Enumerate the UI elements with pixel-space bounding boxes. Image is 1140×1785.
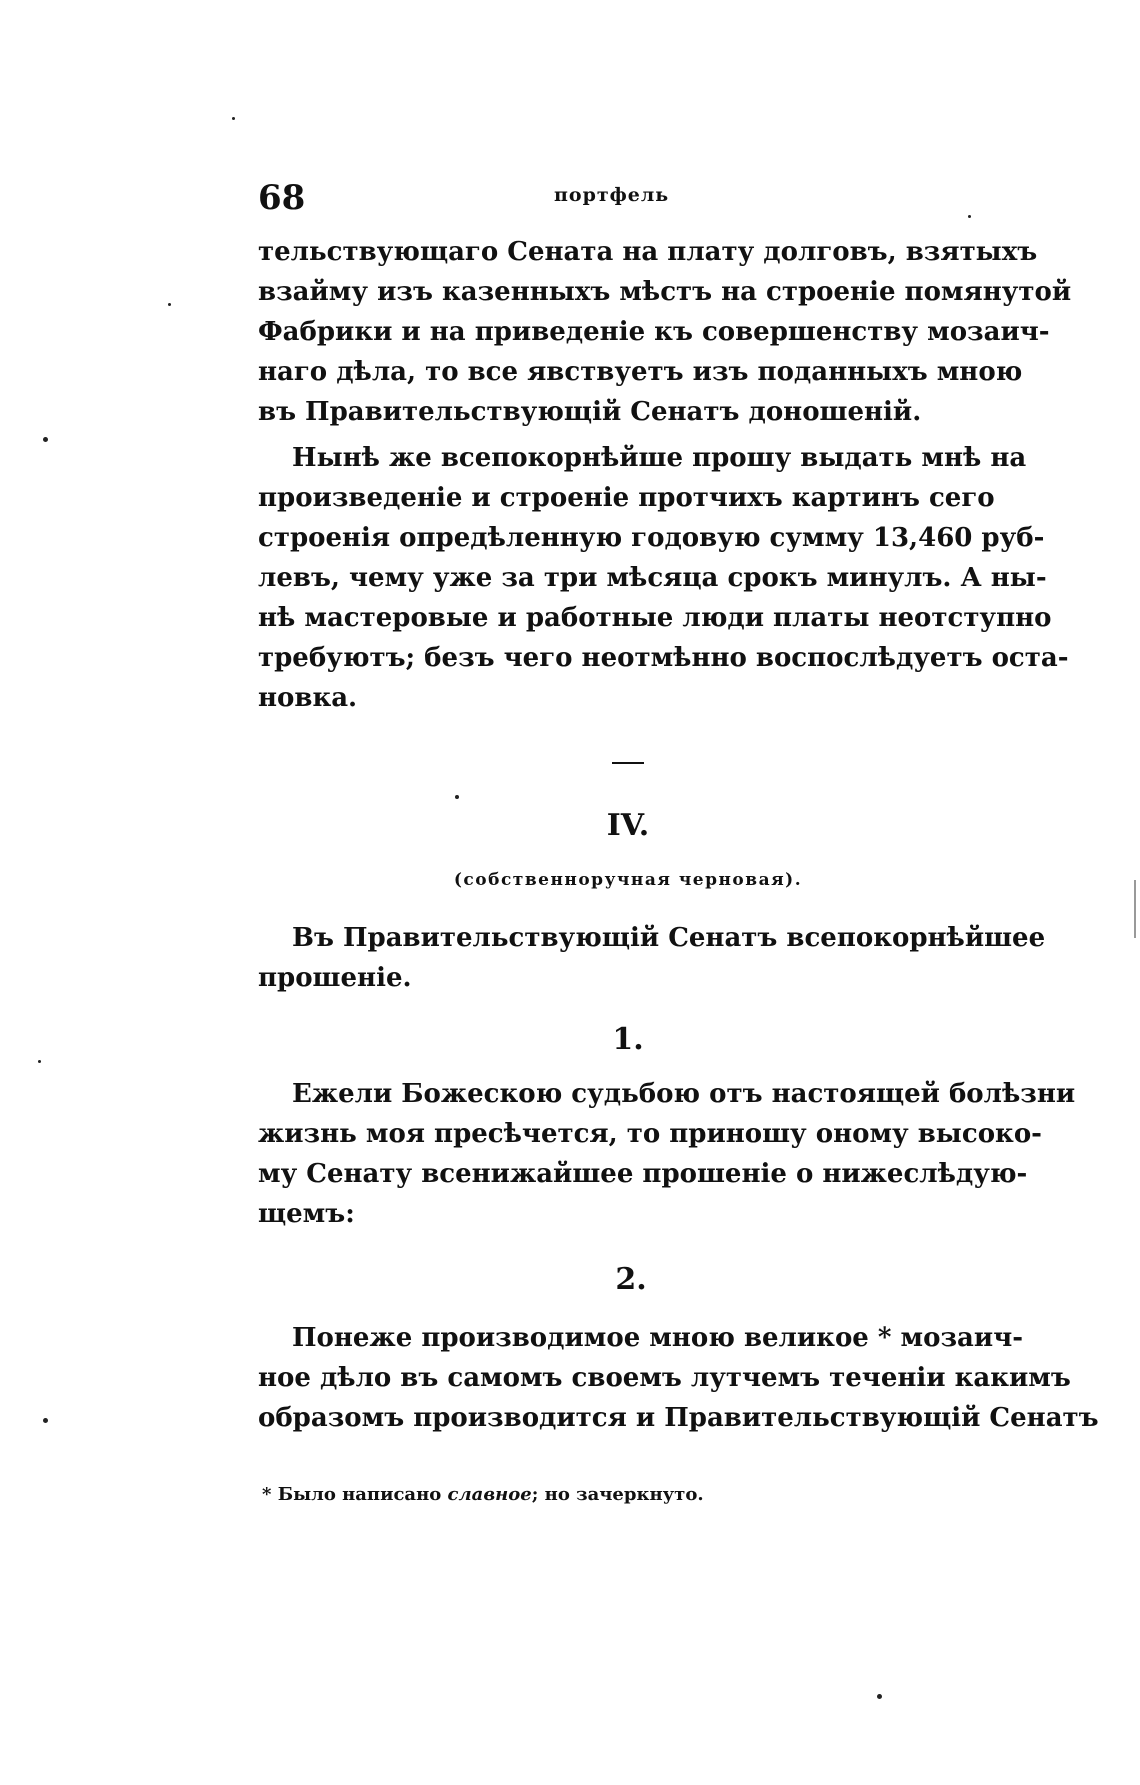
text-line: произведеніе и строеніе протчихъ картинъ сего — [258, 483, 995, 513]
text-line: Фабрики и на приведеніе къ совершенству мозаич- — [258, 317, 1050, 347]
text-line: жизнь моя пресѣчется, то приношу оному высоко- — [258, 1119, 1042, 1149]
item-1-paragraph — [258, 1074, 1076, 1234]
running-head: портфель — [554, 184, 670, 206]
petition-title — [258, 918, 1046, 998]
text-line: Въ Правительствующій Сенатъ всепокорнѣйшее — [292, 923, 1046, 953]
page-header — [258, 178, 1006, 222]
scan-speck — [232, 117, 235, 120]
scan-edge-mark — [1134, 880, 1136, 938]
text-line: Понеже производимое мною великое * мозаич- — [292, 1323, 1024, 1353]
scan-speck — [168, 303, 171, 306]
item-number-1: 1. — [612, 1022, 644, 1057]
section-numeral: IV. — [606, 808, 650, 843]
scan-speck — [43, 1418, 48, 1423]
text-line: наго дѣла, то все явствуетъ изъ поданныхъ мною — [258, 357, 1023, 387]
text-line: Ежели Божескою судьбою отъ настоящей болѣзни — [292, 1079, 1076, 1109]
text-line: Нынѣ же всепокорнѣйше прошу выдать мнѣ на — [292, 443, 1027, 473]
text-line: строенія опредѣленную годовую сумму 13,460 руб- — [258, 523, 1045, 553]
scan-speck — [38, 1060, 41, 1063]
text-line: прошеніе. — [258, 963, 412, 993]
text-line: нѣ мастеровые и работные люди платы неотступно — [258, 603, 1052, 633]
item-number-2: 2. — [615, 1262, 647, 1297]
text-line: му Сенату всенижайшее прошеніе о нижеслѣдую- — [258, 1159, 1028, 1189]
text-line: щемъ: — [258, 1199, 355, 1229]
text-line: левъ, чему уже за три мѣсяца срокъ минулъ. А ны- — [258, 563, 1047, 593]
footnote-text: Было написано — [277, 1484, 442, 1505]
text-line: взайму изъ казенныхъ мѣстъ на строеніе помянутой — [258, 277, 1072, 307]
text-line: образомъ производится и Правительствующій Сенатъ — [258, 1403, 1099, 1433]
scan-speck — [877, 1694, 882, 1699]
text-line: требуютъ; безъ чего неотмѣнно воспослѣдуетъ оста- — [258, 643, 1069, 673]
text-line: въ Правительствующій Сенатъ доношеній. — [258, 397, 922, 427]
item-2-paragraph — [258, 1318, 1099, 1438]
text-line: новка. — [258, 683, 358, 713]
page-number: 68 — [258, 178, 306, 218]
section-subtitle: (собственноручная черновая). — [453, 870, 803, 890]
footnote-text-end: ; но зачеркнуто. — [531, 1484, 704, 1505]
scan-speck — [43, 437, 48, 442]
section-divider — [612, 762, 644, 764]
scan-speck — [455, 795, 459, 799]
footnote-emphasis: славное — [447, 1484, 532, 1505]
footnote-marker: * — [262, 1484, 272, 1505]
footnote — [262, 1484, 962, 1505]
text-line: ное дѣло въ самомъ своемъ лутчемъ теченіи какимъ — [258, 1363, 1071, 1393]
scan-speck — [968, 215, 971, 218]
paragraph-continuation — [258, 232, 1072, 432]
text-line: тельствующаго Сената на плату долговъ, взятыхъ — [258, 237, 1038, 267]
paragraph-request — [258, 438, 1069, 718]
